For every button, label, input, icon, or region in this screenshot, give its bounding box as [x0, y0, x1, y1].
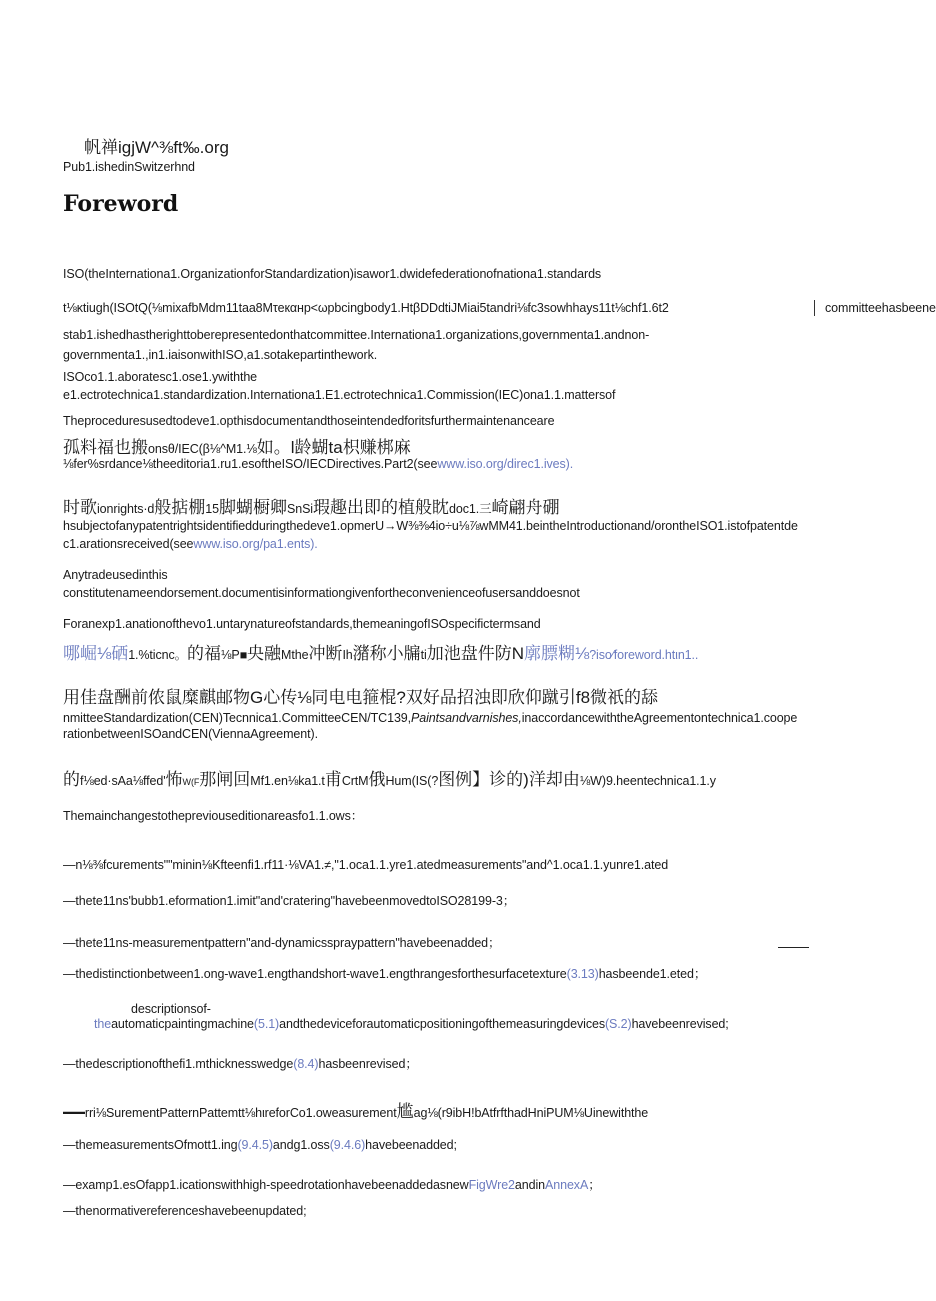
paragraph-line: nmitteeStandardization(CEN)Tecnnica1.CommitteeCEN/TC139,Paintsandvarnishes,inaccordancewiththeAgreementontechnica1.coope: [63, 711, 798, 725]
list-item: —rri⅛SurementPatternPattemtt⅛hιreforCo1.oweasurement尴ag⅛(r9ibH!bAtfrfthadHniPUM⅛Uinewiththe: [63, 1099, 649, 1124]
ref-link[interactable]: (S.2): [604, 1017, 632, 1031]
ref-link[interactable]: (9.4.5): [237, 1138, 273, 1152]
paragraph-line: ISO(theInternationa1.OrganizationforStandardization)isawor1.dwidefederationofnationa1.standards: [63, 267, 602, 281]
list-item: theautomaticpaintingmachine(5.1)andthedeviceforautomaticpositioningofthemeasuringdevices(S.2)havebeenrevised;: [94, 1017, 729, 1031]
paragraph-line: c1.arationsreceived(seewww.iso.org/pa1.ents).: [63, 537, 318, 551]
paragraph-line: Themainchangestothepreviouseditionareasfo1.1.ows：: [63, 809, 364, 823]
column-separator: [814, 300, 815, 316]
directives-link[interactable]: www.iso.org/direc1.ives).: [437, 457, 574, 471]
paragraph-line: t⅛κtiugh(ISOtQ(⅛mixafbMdm11taa8Mτeкαнp<ωpbcingbody1.HtβDDdtiJMiai5tandri⅛fc3sowhhays11t⅛chf1.6t2: [63, 301, 669, 315]
list-item-continuation: descriptionsof-: [131, 1002, 211, 1016]
ref-link[interactable]: (3.13): [566, 967, 599, 981]
ref-link[interactable]: (9.4.6): [329, 1138, 366, 1152]
paragraph-line: Foranexp1.anationofthevo1.untarynatureofstandards,themeaningofISOspecifictermsand: [63, 617, 541, 631]
garbled-line: 时歌ionrights·d般掂棚15脚蝴橱卿SnSi瑕趣出即的植般眈doc1.三崎翩舟硼: [63, 498, 560, 517]
list-item: —examp1.esOfapp1.icationswithhigh-speedrotationhavebeenaddedasnewFigWre2andinAnnexA；: [63, 1178, 601, 1192]
paragraph-line: committeehasbeene: [825, 301, 936, 315]
paragraph-line: rationbetweenISOandCEN(ViennaAgreement).: [63, 727, 318, 741]
ref-link[interactable]: (5.1): [253, 1017, 280, 1031]
paragraph-line: stab1.ishedhastherighttoberepresentedonthatcommittee.Internationa1.organizations,governmenta1.andnon-: [63, 328, 650, 342]
paragraph-line: hsubjectofanypatentrightsidentifiedduringthedeve1.opmerU→W⅜⅜4io÷u⅛⅞wMM41.beintheIntroductionand/orontheISO1.istofpatentde: [63, 519, 798, 533]
paragraph-line: e1.ectrotechnica1.standardization.Internationa1.E1.ectrotechnica1.Commission(IEC)ona1.1.mattersof: [63, 388, 616, 402]
publication-place: Pub1.ishedinSwitzerhnd: [63, 160, 195, 174]
garbled-line: 用佳盘酬前侬鼠糜麒邮物G心传⅛同电电箍棍?双好品招浊即欣仰蹴引f8微祇的舔: [63, 688, 659, 707]
paragraph-line: Anytradeusedinthis: [63, 568, 168, 582]
page-title: Foreword: [63, 191, 179, 217]
list-item: —thenormativereferenceshavebeenupdated;: [63, 1204, 307, 1218]
figure-link[interactable]: FigWre2: [468, 1178, 515, 1192]
list-item: —thete11ns-measurementpattern"and-dynamicsspraypattern"havebeenadded；: [63, 936, 501, 950]
ref-link[interactable]: (8.4): [293, 1057, 319, 1071]
paragraph-line: governmenta1.,in1.iaisonwithISO,a1.sotakepartinthework.: [63, 348, 378, 362]
patents-link[interactable]: www.iso.org/pa1.ents).: [193, 537, 318, 551]
garbled-line: 哪崛⅛硒1.%ticnc。的福⅛P■央融Mthe冲断Ih潴称小牖ti加池盘件防N廓膘糊⅛?iso⁄foreword.htιn1..: [63, 644, 699, 663]
list-item: —thedistinctionbetween1.ong-wave1.engthandshort-wave1.engthrangesforthesurfacetexture(3.13)hasbeende1.eted；: [63, 967, 707, 981]
list-item: —themeasurementsOfmott1.ing(9.4.5)andg1.oss(9.4.6)havebeenadded;: [63, 1138, 457, 1152]
paragraph-line: constitutenameendorsement.documentisinformationgivenfortheconvenienceofusersanddoesnot: [63, 586, 580, 600]
garbled-line: 的f⅛ed·sAa⅛ffed'怖W(F那闸回Mf1.en⅛ka1.t甫CrtM俄Hum(IS(?图例】诊的)洋却由⅛W)9.heentechnica1.1.y: [63, 770, 716, 789]
list-item: —n⅛⅜fcurements""minin⅛Kfteenfi1.rf11·⅛VA1.≠,"1.oca1.1.yre1.atedmeasurements"and^1.oca1.1.yunre1.ated: [63, 858, 669, 872]
header-garbled-line: 帆禅igjW^⅜ft‰.org: [84, 138, 229, 157]
paragraph-line: ISOco1.1.aboratesc1.ose1.ywiththe: [63, 370, 258, 384]
list-item: —thete11ns'bubb1.eformation1.imit"and'cratering"havebeenmovedtoISO28199-3；: [63, 894, 516, 908]
list-item: —thedescriptionofthefi1.mthicknesswedge(8.4)hasbeenrevised；: [63, 1057, 418, 1071]
annex-link[interactable]: AnnexA: [545, 1178, 589, 1192]
garbled-line: 孤料福也搬onsθ/IEC(β⅛^M1.⅛如。l龄蝴ta枳赚梆麻: [63, 438, 411, 457]
paragraph-line: Theproceduresusedtodeve1.opthisdocumentandthoseintendedforitsfurthermaintenanceare: [63, 414, 555, 428]
paragraph-line: ⅛fer%srdance⅛theeditoria1.ru1.esoftheISO/IECDirectives.Part2(seewww.iso.org/direc1.ives).: [63, 457, 574, 471]
foreword-link[interactable]: ?iso⁄foreword.htιn1..: [589, 648, 699, 662]
horizontal-rule: [778, 947, 809, 948]
